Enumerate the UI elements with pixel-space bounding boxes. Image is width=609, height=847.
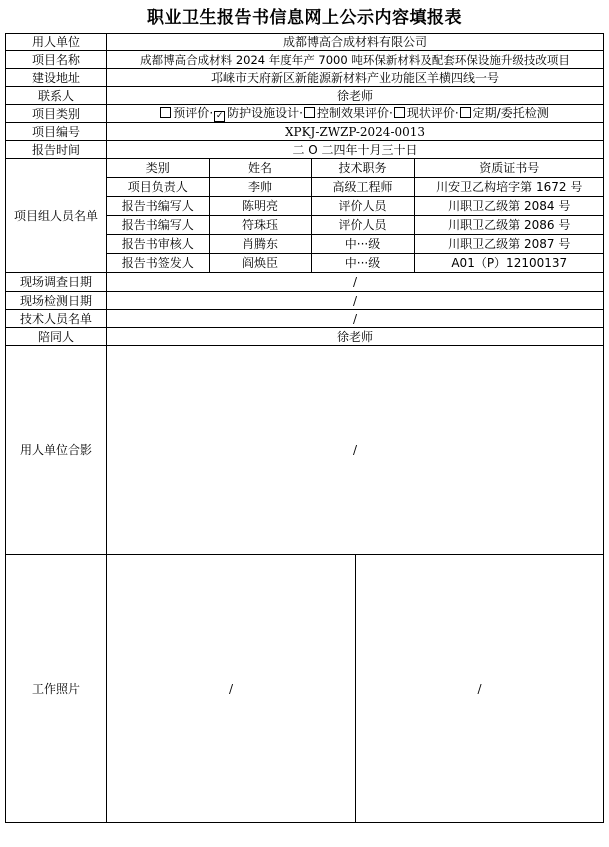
address-value: 邛崃市天府新区新能源新材料产业功能区羊横四线一号	[107, 69, 604, 87]
row-escort	[6, 328, 604, 346]
tech-staff-label: 技术人员名单	[6, 310, 107, 328]
checkbox-icon[interactable]	[160, 107, 171, 118]
staff-row	[107, 216, 604, 235]
row-category	[6, 105, 604, 123]
row-test-date	[6, 292, 604, 310]
contact-value: 徐老师	[107, 87, 604, 105]
escort-label: 陪同人	[6, 328, 107, 346]
row-project-no	[6, 123, 604, 141]
staff-cert: 川职卫乙级第 2084 号	[414, 197, 604, 216]
test-date-label: 现场检测日期	[6, 292, 107, 310]
test-date-value: /	[107, 292, 604, 310]
staff-role: 报告书审核人	[107, 235, 209, 254]
address-label: 建设地址	[6, 69, 107, 87]
staff-header-name: 姓名	[209, 159, 311, 178]
staff-name: 符珠珏	[209, 216, 311, 235]
staff-cert: A01（P）12100137	[414, 254, 604, 273]
checkbox-icon[interactable]	[394, 107, 405, 118]
staff-role: 项目负责人	[107, 178, 209, 197]
escort-value: 徐老师	[107, 328, 604, 346]
staff-row	[107, 178, 604, 197]
project-no-label: 项目编号	[6, 123, 107, 141]
row-address	[6, 69, 604, 87]
staff-header-role: 类别	[107, 159, 209, 178]
staff-role: 报告书编写人	[107, 197, 209, 216]
staff-header-title: 技术职务	[311, 159, 414, 178]
category-option-status-assessment[interactable]: 现状评价·	[394, 106, 459, 120]
project-name-label: 项目名称	[6, 51, 107, 69]
staff-row	[107, 235, 604, 254]
staff-table	[107, 159, 604, 272]
staff-role: 报告书编写人	[107, 216, 209, 235]
staff-role: 报告书签发人	[107, 254, 209, 273]
report-date-label: 报告时间	[6, 141, 107, 159]
row-contact	[6, 87, 604, 105]
group-photo-label: 用人单位合影	[6, 346, 107, 555]
survey-date-label: 现场调查日期	[6, 273, 107, 292]
staff-header-cert: 资质证书号	[414, 159, 604, 178]
staff-name: 阎焕臣	[209, 254, 311, 273]
employer-label: 用人单位	[6, 34, 107, 51]
employer-value: 成都博高合成材料有限公司	[107, 34, 604, 51]
category-option-periodic-detection[interactable]: 定期/委托检测	[460, 106, 549, 120]
row-group-photo	[6, 346, 604, 555]
staff-row	[107, 254, 604, 273]
row-staff	[6, 159, 604, 273]
row-survey-date	[6, 273, 604, 292]
staff-cert: 川安卫乙构培字第 1672 号	[414, 178, 604, 197]
row-tech-staff	[6, 310, 604, 328]
work-photo-right: /	[356, 555, 604, 823]
row-employer	[6, 34, 604, 51]
staff-cert: 川职卫乙级第 2087 号	[414, 235, 604, 254]
tech-staff-value: /	[107, 310, 604, 328]
checkbox-icon[interactable]	[460, 107, 471, 118]
disclosure-form-table	[5, 33, 604, 823]
staff-title: 中···级	[311, 254, 414, 273]
staff-row	[107, 197, 604, 216]
project-no-value: XPKJ-ZWZP-2024-0013	[107, 123, 604, 141]
category-label: 项目类别	[6, 105, 107, 123]
staff-name: 肖腾东	[209, 235, 311, 254]
staff-title: 评价人员	[311, 197, 414, 216]
category-option-control-effect[interactable]: 控制效果评价·	[304, 106, 393, 120]
contact-label: 联系人	[6, 87, 107, 105]
row-report-date	[6, 141, 604, 159]
category-option-pre-assessment[interactable]: 预评价·	[160, 106, 213, 120]
staff-title: 评价人员	[311, 216, 414, 235]
staff-name: 陈明亮	[209, 197, 311, 216]
project-name-value: 成都博高合成材料 2024 年度年产 7000 吨环保新材料及配套环保设施升级技改项目	[107, 51, 604, 69]
staff-title: 中···级	[311, 235, 414, 254]
staff-header-row	[107, 159, 604, 178]
staff-label: 项目组人员名单	[6, 159, 107, 273]
work-photo-left: /	[107, 555, 356, 823]
group-photo-area: /	[107, 346, 604, 555]
staff-name: 李帅	[209, 178, 311, 197]
staff-cert: 川职卫乙级第 2086 号	[414, 216, 604, 235]
category-option-protection-design[interactable]: ✓ 防护设施设计·	[215, 105, 303, 121]
row-work-photos	[6, 555, 604, 823]
staff-title: 高级工程师	[311, 178, 414, 197]
checkbox-icon[interactable]	[304, 107, 315, 118]
work-photos-label: 工作照片	[6, 555, 107, 823]
staff-table-cell	[107, 159, 604, 273]
checked-checkbox-icon[interactable]: ✓	[215, 110, 224, 121]
category-options	[107, 105, 604, 123]
row-project-name	[6, 51, 604, 69]
form-title: 职业卫生报告书信息网上公示内容填报表	[147, 8, 462, 28]
report-date-value: 二 O 二四年十月三十日	[107, 141, 604, 159]
survey-date-value: /	[107, 273, 604, 292]
